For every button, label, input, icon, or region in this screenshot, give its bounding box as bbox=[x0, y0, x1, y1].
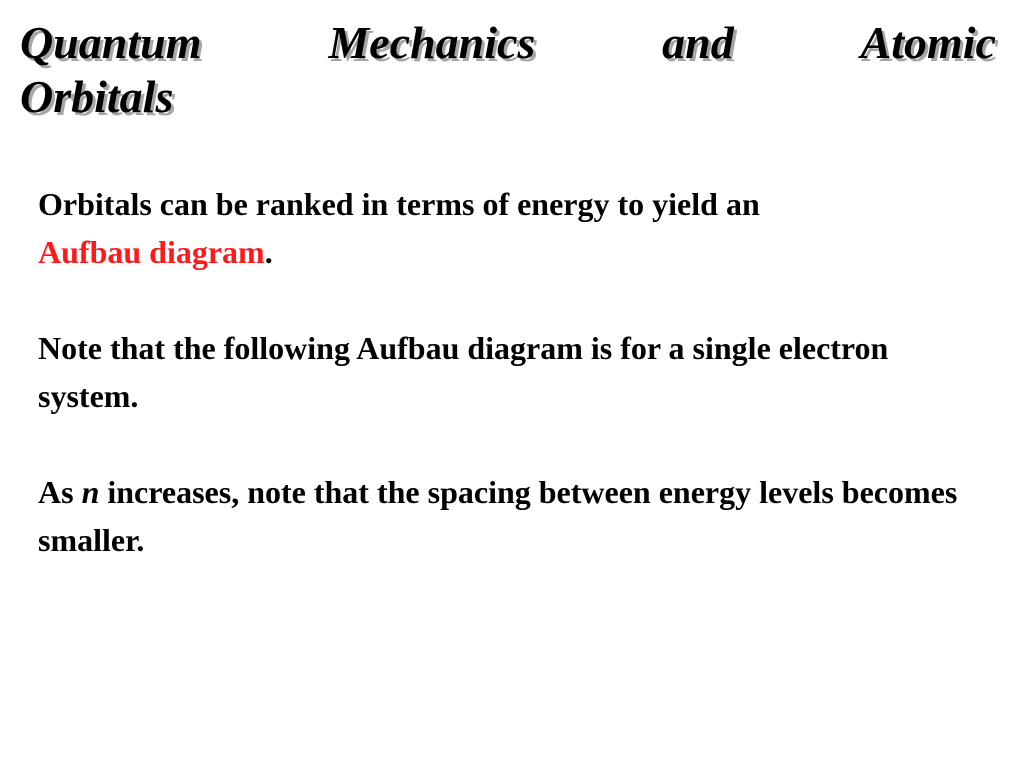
title-line-1 bbox=[20, 16, 996, 70]
paragraph-aufbau-intro-period: . bbox=[264, 234, 273, 270]
slide-title bbox=[20, 16, 996, 124]
aufbau-diagram-highlight: Aufbau diagram bbox=[38, 234, 265, 270]
variable-n: n bbox=[81, 474, 100, 510]
title-line-2: Orbitals bbox=[20, 71, 174, 122]
paragraph-aufbau-intro-text: Orbitals can be ranked in terms of energy to yield an bbox=[38, 186, 760, 222]
slide-body bbox=[38, 180, 978, 612]
paragraph-energy-spacing-start: As bbox=[38, 474, 74, 510]
paragraph-aufbau-intro bbox=[38, 180, 978, 276]
title-word-quantum: Quantum bbox=[20, 17, 202, 68]
title-word-mechanics: Mechanics bbox=[328, 17, 536, 68]
paragraph-energy-spacing-rest: increases, note that the spacing between energy levels becomes smaller. bbox=[38, 474, 958, 558]
title-word-and: and bbox=[662, 17, 734, 68]
title-word-atomic: Atomic bbox=[860, 17, 996, 68]
paragraph-single-electron-note: Note that the following Aufbau diagram is for a single electron system. bbox=[38, 330, 889, 414]
paragraph-energy-spacing bbox=[38, 468, 978, 564]
